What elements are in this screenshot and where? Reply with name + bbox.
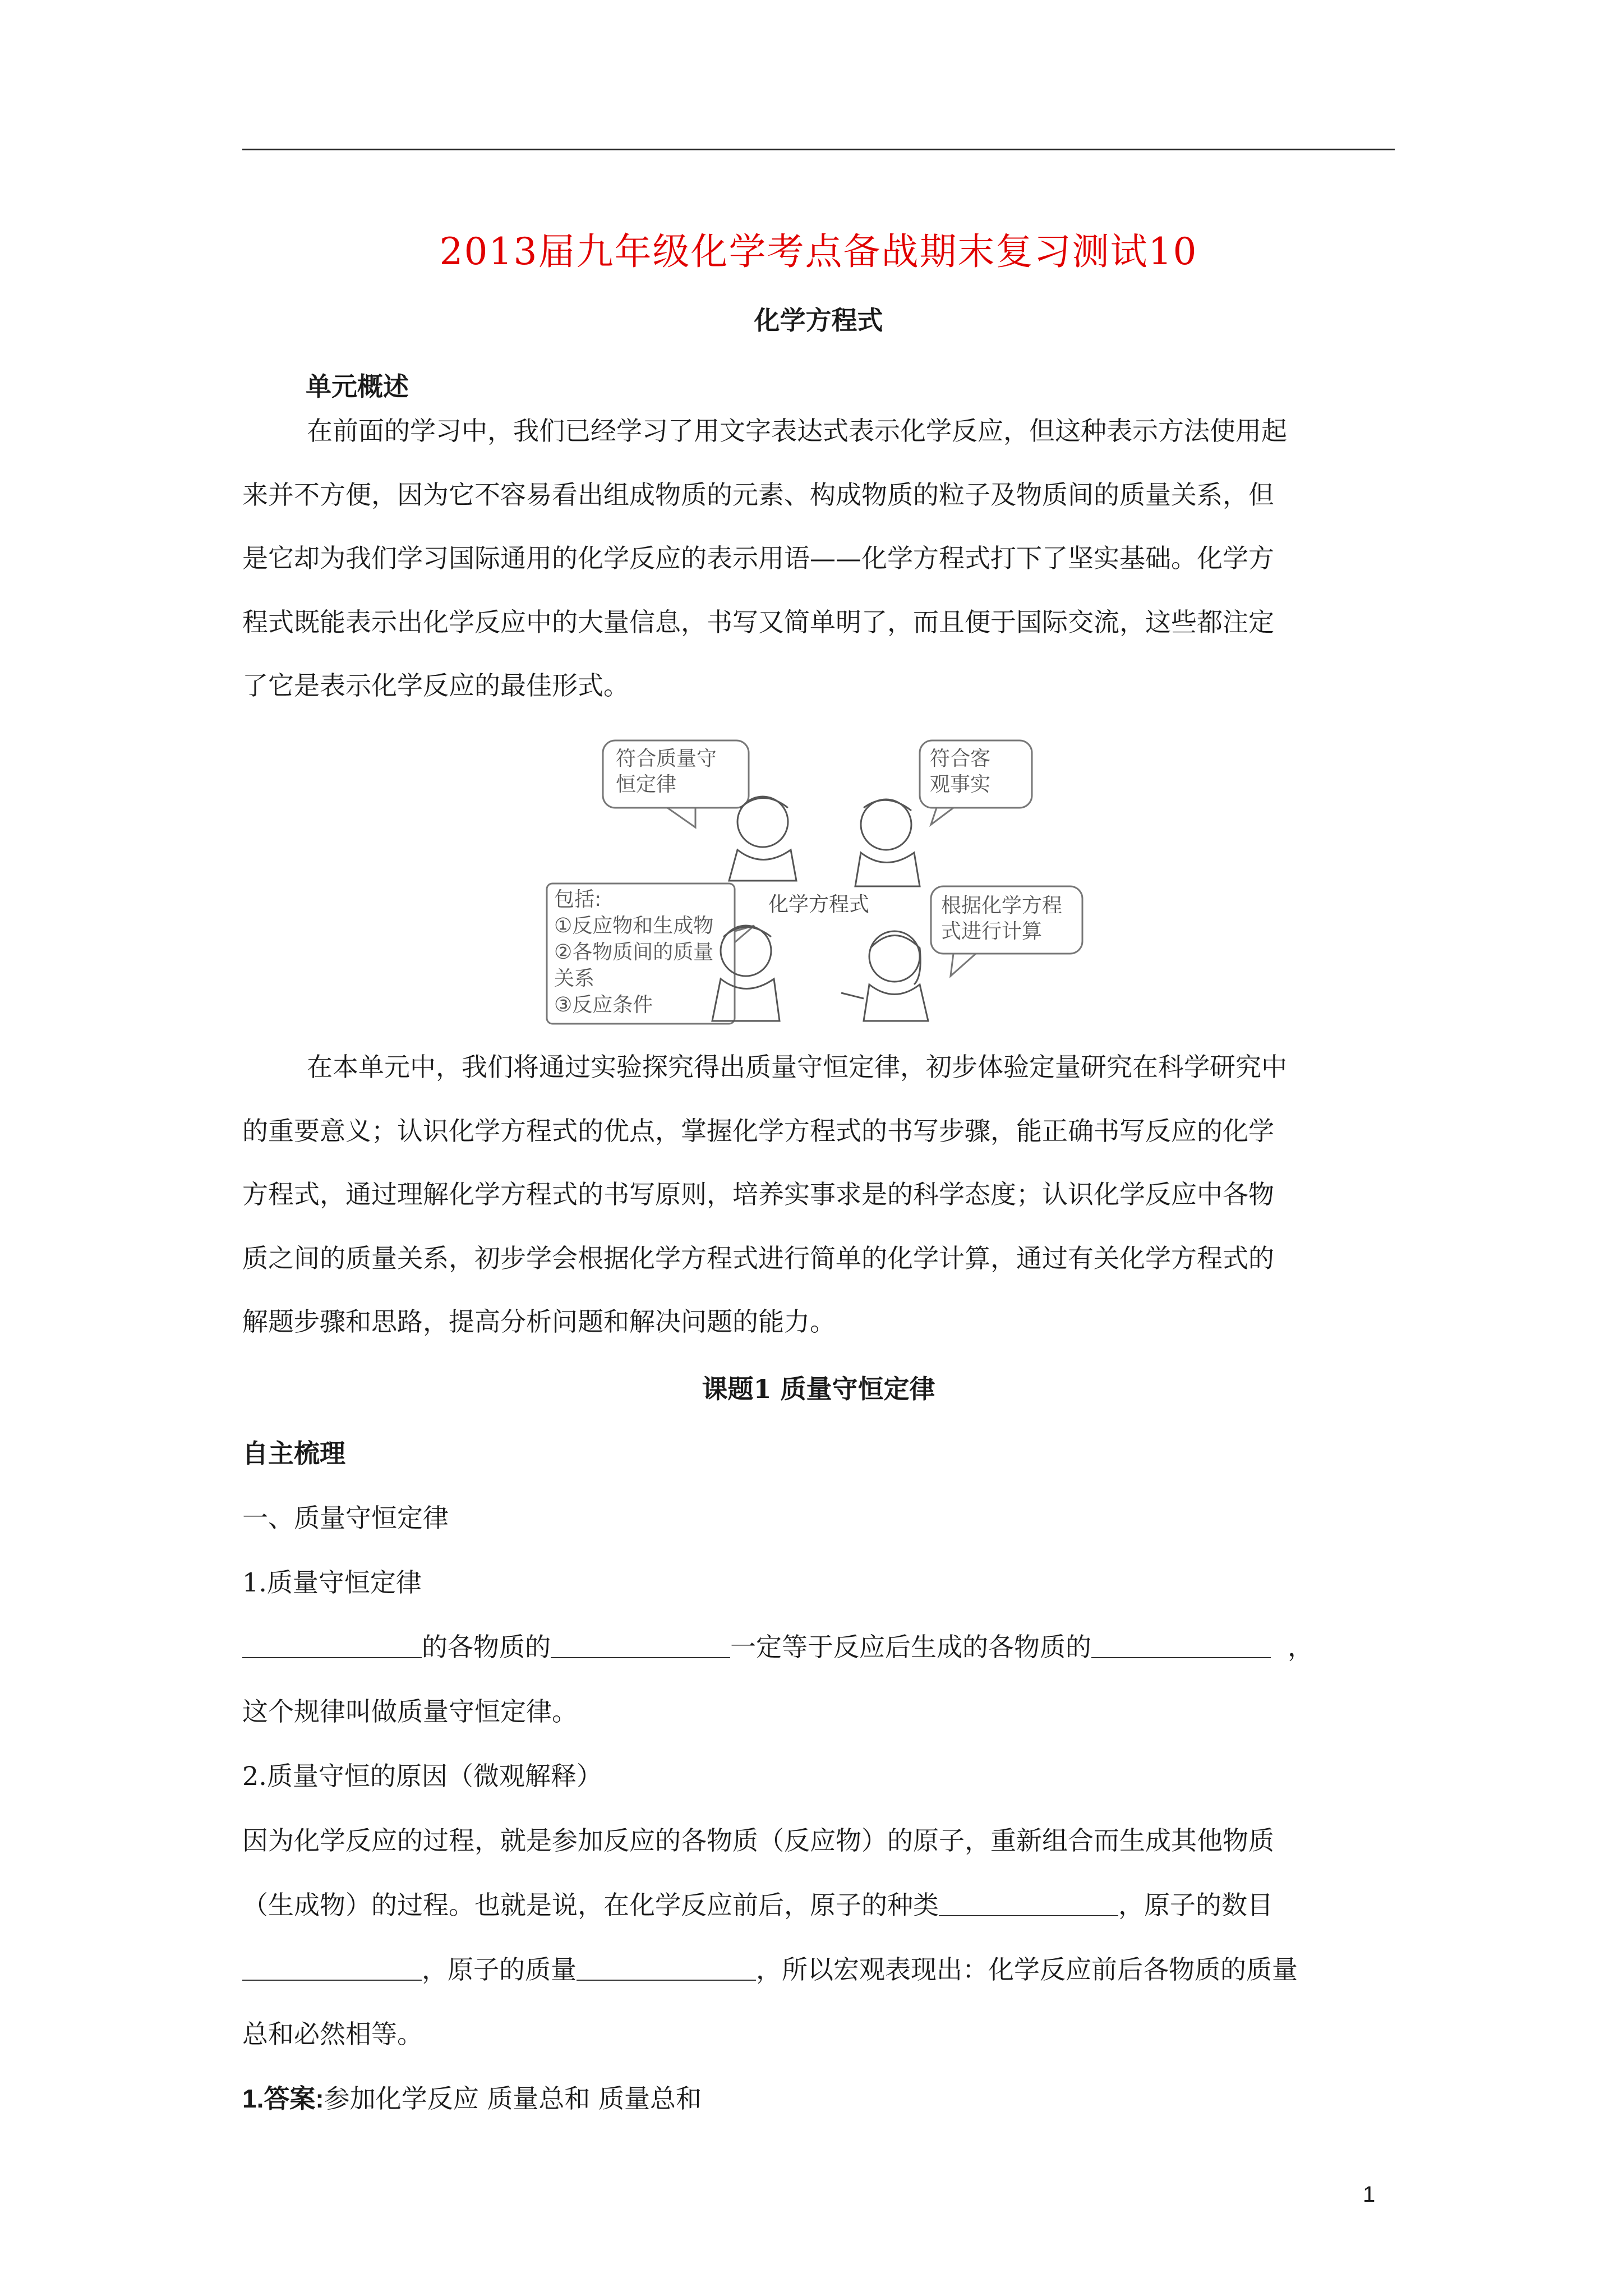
chemical-equation-illustration	[527, 729, 1099, 1032]
paragraph-line: 在本单元中，我们将通过实验探究得出质量守恒定律，初步体验定量研究在科学研究中	[307, 1052, 1287, 1082]
bubble-line: 符合客	[930, 747, 991, 770]
bubble-line: ①反应物和生成物	[554, 914, 714, 937]
item-1-text-a: 的各物质的	[422, 1632, 551, 1662]
bubble-line: 符合质量守	[616, 747, 717, 770]
item-1-text-c: ，	[1288, 1632, 1313, 1662]
item-1-text-d: 这个规律叫做质量守恒定律。	[242, 1696, 578, 1727]
bubble-objective-facts	[930, 746, 990, 798]
answer-label: 答案:	[264, 2084, 324, 2113]
self-study-heading: 自主梳理	[242, 1438, 345, 1469]
bubble-line: 包括:	[554, 888, 602, 911]
bubble-line: ③反应条件	[554, 993, 653, 1016]
paragraph-line: 程式既能表示出化学反应中的大量信息，书写又简单明了，而且便于国际交流，这些都注定	[242, 606, 1274, 637]
answer-prefix: 1.	[242, 2084, 264, 2113]
answer-line	[242, 2078, 702, 2115]
paragraph-line: 在前面的学习中，我们已经学习了用文字表达式表示化学反应，但这种表示方法使用起	[307, 416, 1287, 446]
header-rule	[242, 149, 1395, 150]
paragraph-line: 质之间的质量关系，初步学会根据化学方程式进行简单的化学计算，通过有关化学方程式的	[242, 1243, 1274, 1273]
item-2-text-d: ，所以宏观表现出：化学反应前后各物质的质量	[756, 1954, 1298, 1985]
section-1-heading: 一、质量守恒定律	[242, 1503, 449, 1533]
item-2-text-b: ，原子的数目	[1118, 1890, 1273, 1920]
bubble-line: 观事实	[930, 773, 991, 796]
item-1-text-b: 一定等于反应后生成的各物质的	[730, 1632, 1091, 1662]
item-2-text-a: （生成物）的过程。也就是说，在化学反应前后，原子的种类	[242, 1890, 939, 1920]
item-2-line-1: 因为化学反应的过程，就是参加反应的各物质（反应物）的原子，重新组合而生成其他物质	[242, 1825, 1274, 1856]
item-2-line-2	[242, 1885, 1273, 1922]
item-2-line-3	[242, 1949, 1298, 1986]
paragraph-line: 了它是表示化学反应的最佳形式。	[242, 670, 629, 701]
item-2-line-4: 总和必然相等。	[242, 2019, 423, 2049]
unit-overview-heading: 单元概述	[306, 371, 409, 402]
answer-blank[interactable]	[577, 1954, 756, 1981]
answer-blank[interactable]	[551, 1631, 730, 1658]
item-2-heading: 2.质量守恒的原因（微观解释）	[242, 1761, 602, 1791]
document-subtitle: 化学方程式	[754, 305, 883, 335]
item-1-heading: 1.质量守恒定律	[242, 1567, 422, 1598]
bubble-calculation	[941, 893, 1062, 945]
item-2-text-c: ，原子的质量	[422, 1954, 577, 1985]
document-title: 2013届九年级化学考点备战期末复习测试10	[439, 230, 1198, 273]
paragraph-line: 是它却为我们学习国际通用的化学反应的表示用语——化学方程式打下了坚实基础。化学方	[242, 543, 1274, 573]
bubble-line: 关系	[554, 967, 595, 990]
item-1-fill-line	[242, 1627, 1313, 1664]
bubble-line: 式进行计算	[941, 920, 1043, 943]
lesson-title: 课题1 质量守恒定律	[702, 1374, 935, 1404]
paragraph-line: 解题步骤和思路，提高分析问题和解决问题的能力。	[242, 1306, 836, 1337]
paragraph-line: 的重要意义；认识化学方程式的优点，掌握化学方程式的书写步骤，能正确书写反应的化学	[242, 1115, 1274, 1146]
page-number: 1	[1363, 2182, 1376, 2207]
overview-paragraph-2	[242, 1036, 1398, 1354]
paragraph-line: 来并不方便，因为它不容易看出组成物质的元素、构成物质的粒子及物质间的质量关系，但	[242, 479, 1274, 510]
answer-blank[interactable]	[242, 1631, 422, 1658]
center-label: 化学方程式	[768, 893, 870, 916]
bubble-line: 根据化学方程	[941, 894, 1063, 917]
overview-paragraph-1	[242, 399, 1398, 718]
bubble-mass-conservation	[616, 746, 717, 798]
bubble-includes-list	[554, 886, 713, 1018]
bubble-line: ②各物质间的质量	[554, 941, 714, 964]
answer-blank[interactable]	[939, 1889, 1118, 1916]
answer-text: 参加化学反应 质量总和 质量总和	[324, 2083, 702, 2114]
answer-blank[interactable]	[1091, 1631, 1271, 1658]
answer-blank[interactable]	[242, 1954, 422, 1981]
paragraph-line: 方程式，通过理解化学方程式的书写原则，培养实事求是的科学态度；认识化学反应中各物	[242, 1179, 1274, 1209]
bubble-line: 恒定律	[616, 773, 677, 796]
